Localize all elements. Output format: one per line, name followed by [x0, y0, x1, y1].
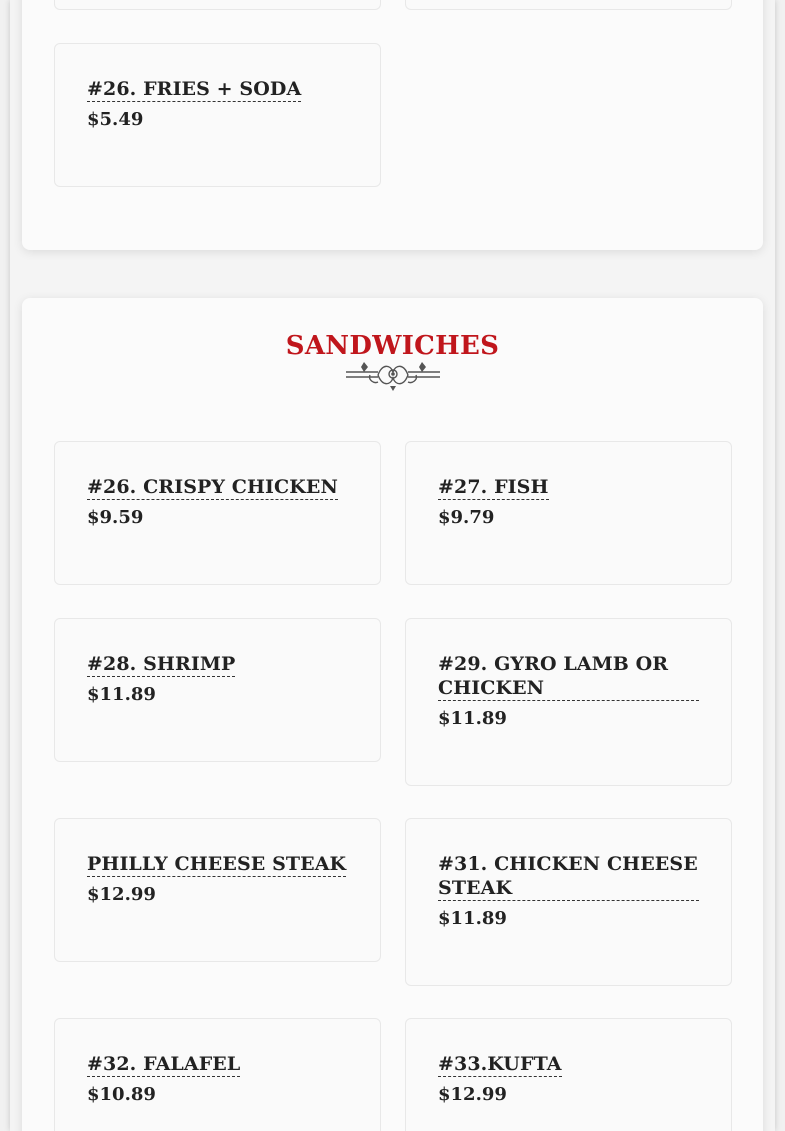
sandwiches-section: [22, 298, 763, 1131]
section-title: SANDWICHES: [285, 331, 500, 361]
menu-card-partial[interactable]: [405, 0, 732, 10]
item-name[interactable]: #32. FALAFEL: [87, 1053, 241, 1075]
item-name[interactable]: #31. CHICKEN CHEESE STEAK: [438, 853, 698, 899]
menu-card[interactable]: [54, 1018, 381, 1131]
item-price: $9.59: [87, 507, 144, 528]
menu-card-partial[interactable]: [54, 0, 381, 10]
menu-card[interactable]: [54, 441, 381, 585]
item-price: $12.99: [438, 1084, 507, 1105]
menu-card[interactable]: [405, 441, 732, 585]
item-price: $9.79: [438, 507, 495, 528]
item-price: $11.89: [438, 908, 507, 929]
item-name[interactable]: #26. FRIES + SODA: [87, 78, 302, 100]
item-price: $12.99: [87, 884, 156, 905]
item-price: $5.49: [87, 109, 144, 130]
menu-card[interactable]: [54, 43, 381, 187]
item-price: $11.89: [87, 684, 156, 705]
item-price: $11.89: [438, 708, 507, 729]
menu-card[interactable]: [405, 1018, 732, 1131]
previous-section-panel: [22, 0, 763, 250]
floral-divider-icon: [344, 358, 442, 392]
item-name[interactable]: #26. CRISPY CHICKEN: [87, 476, 338, 498]
item-name[interactable]: #29. GYRO LAMB OR CHICKEN: [438, 652, 699, 701]
menu-card[interactable]: [54, 618, 381, 762]
item-name[interactable]: #28. SHRIMP: [87, 653, 236, 675]
item-name[interactable]: #27. FISH: [438, 476, 549, 498]
menu-card[interactable]: [405, 618, 732, 786]
item-name[interactable]: PHILLY CHEESE STEAK: [87, 853, 347, 875]
item-name[interactable]: #33.KUFTA: [438, 1053, 562, 1075]
menu-card[interactable]: [54, 818, 381, 962]
menu-card[interactable]: [405, 818, 732, 986]
item-price: $10.89: [87, 1084, 156, 1105]
